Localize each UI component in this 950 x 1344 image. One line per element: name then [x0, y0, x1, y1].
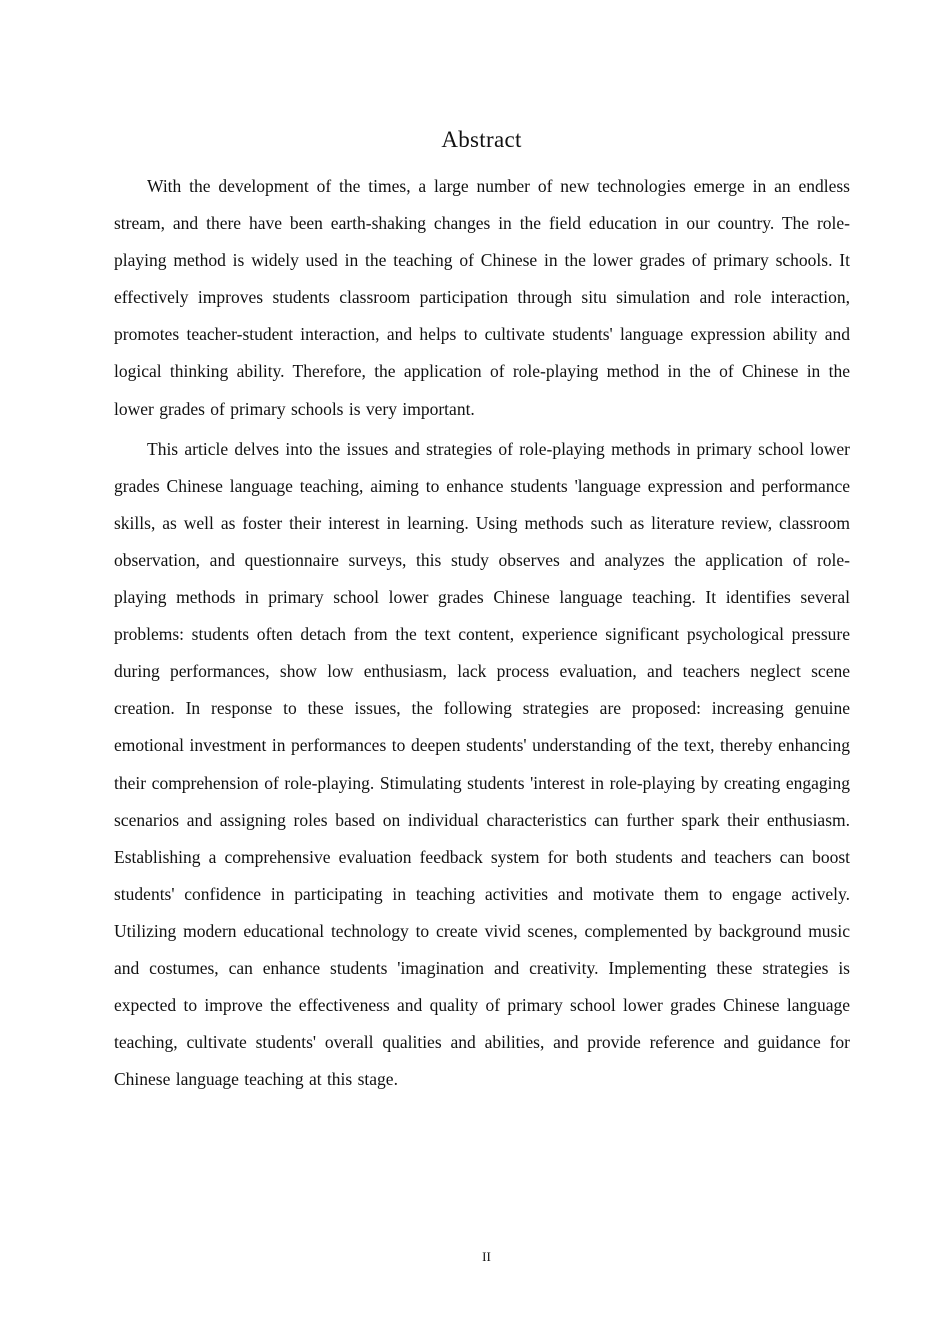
page-number: II	[482, 1249, 491, 1264]
abstract-body	[114, 168, 850, 1101]
abstract-paragraph-2: This article delves into the issues and strategies of role-playing methods in primary school lower grades Chinese language teaching, aiming to enhance students 'language expression and performance skills, as well as foster their interest in learning. Using methods such as literature review, classroom observation, and questionnaire surveys, this study observes and analyzes the application of role-playing methods in primary school lower grades Chinese language teaching. It identifies several problems: students often detach from the text content, experience significant psychological pressure during performances, show low enthusiasm, lack process evaluation, and teachers neglect scene creation. In response to these issues, the following strategies are proposed: increasing genuine emotional investment in performances to deepen students' understanding of the text, thereby enhancing their comprehension of role-playing. Stimulating students 'interest in role-playing by creating engaging scenarios and assigning roles based on individual characteristics can further spark their enthusiasm. Establishing a comprehensive evaluation feedback system for both students and teachers can boost students' confidence in participating in teaching activities and motivate them to engage actively. Utilizing modern educational technology to create vivid scenes, complemented by background music and costumes, can enhance students 'imagination and creativity. Implementing these strategies is expected to improve the effectiveness and quality of primary school lower grades Chinese language teaching, cultivate students' overall qualities and abilities, and provide reference and guidance for Chinese language teaching at this stage.	[114, 438, 850, 1090]
abstract-title: Abstract	[441, 127, 522, 152]
abstract-paragraph-1: With the development of the times, a large number of new technologies emerge in an endless stream, and there have been earth-shaking changes in the field education in our country. The role-playing method is widely used in the teaching of Chinese in the lower grades of primary schools. It effectively improves students classroom participation through situ simulation and role interaction, promotes teacher-student interaction, and helps to cultivate students' language expression ability and logical thinking ability. Therefore, the application of role-playing method in the of Chinese in the lower grades of primary schools is very important.	[114, 176, 850, 419]
